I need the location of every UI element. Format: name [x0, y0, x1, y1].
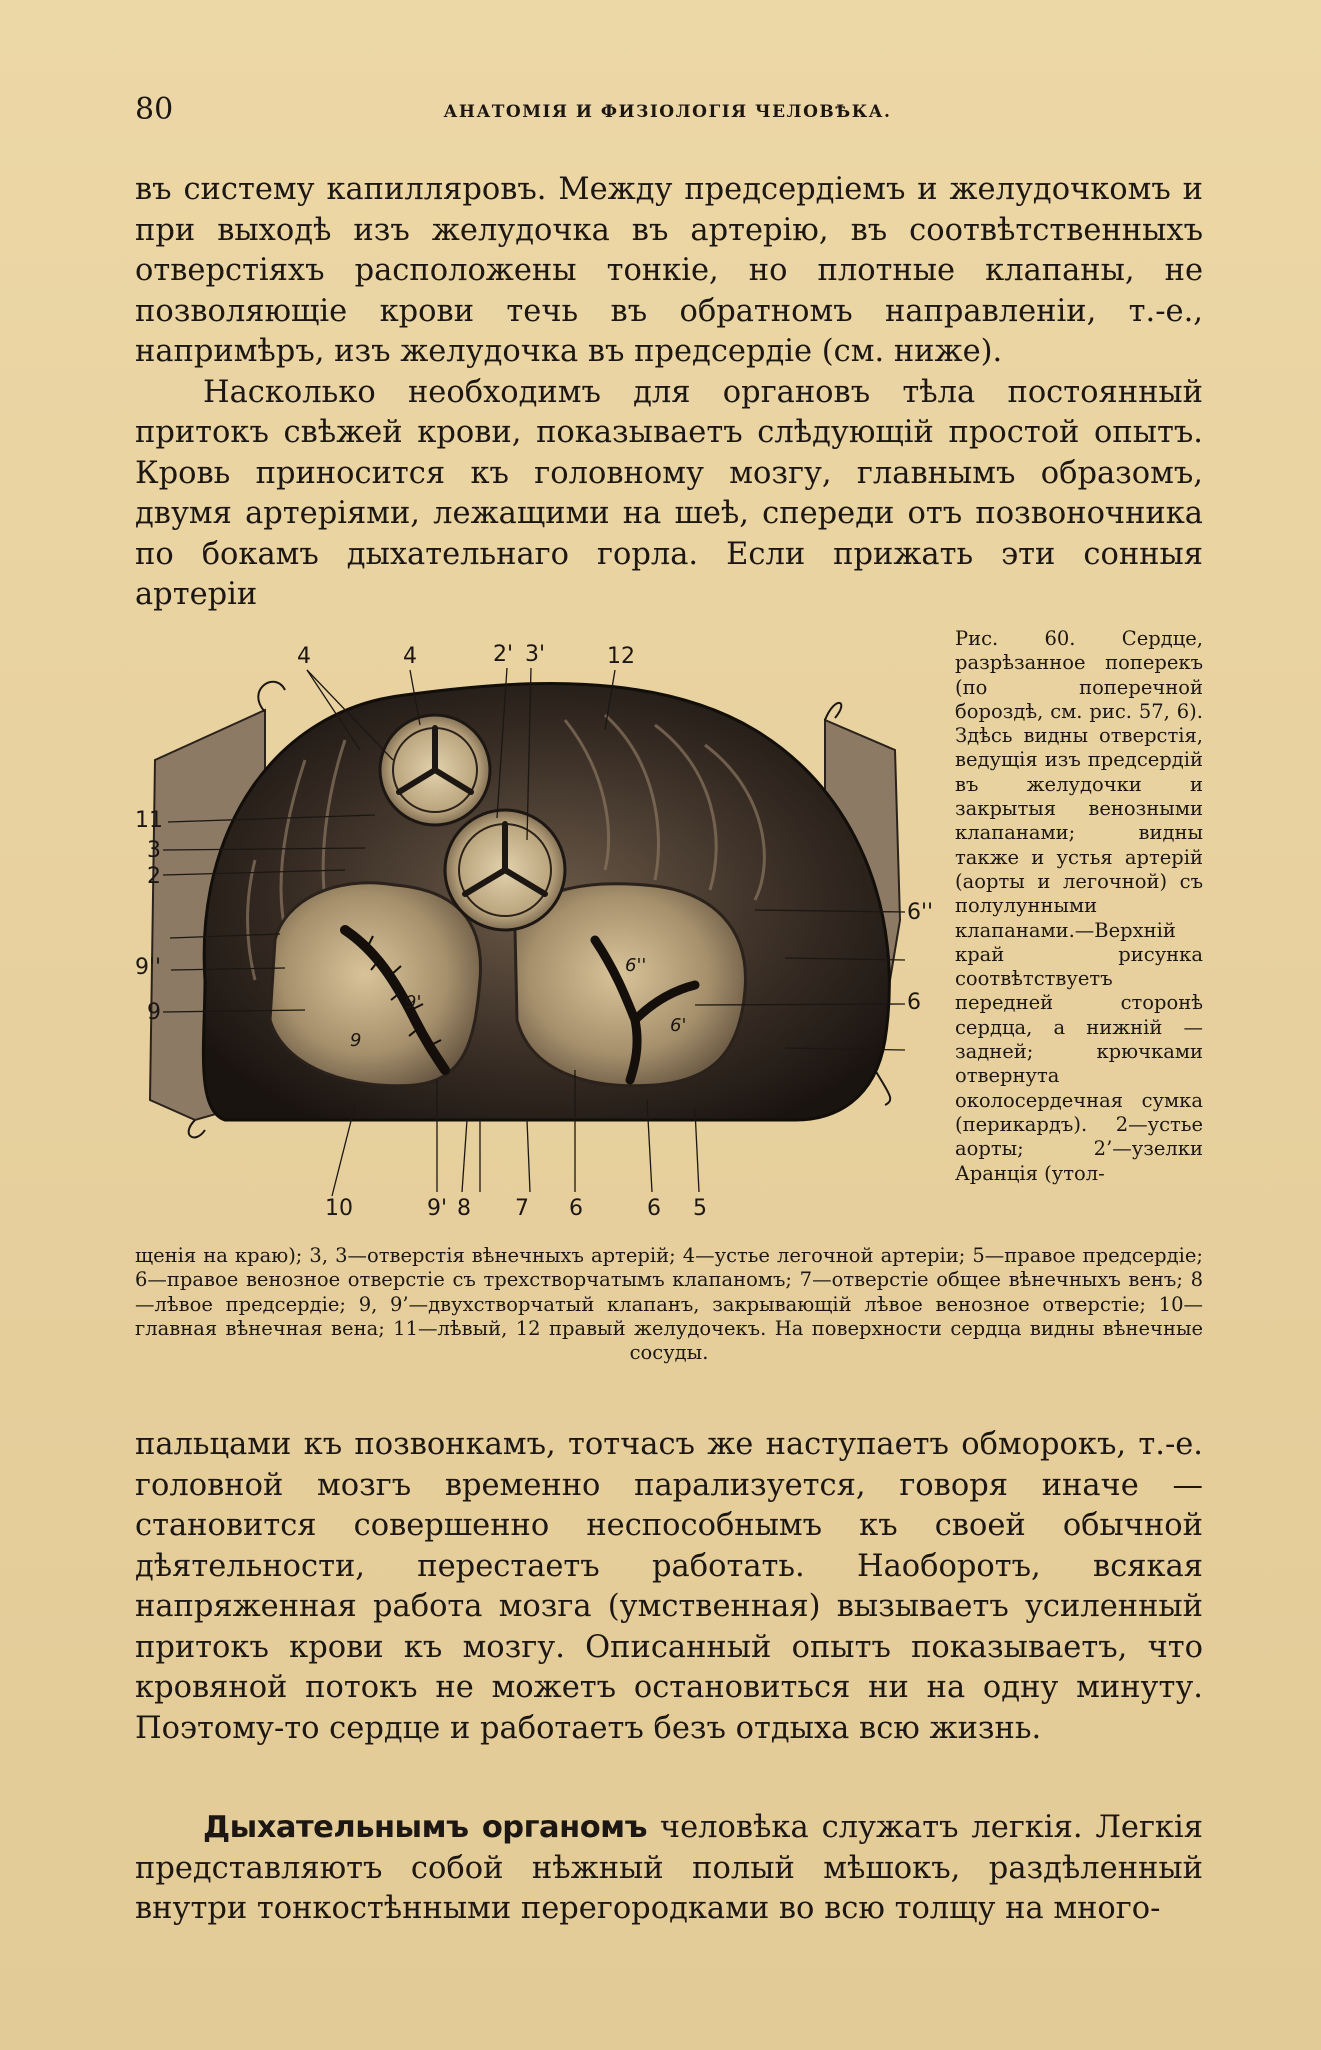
label-8: 8 — [457, 1196, 471, 1221]
paragraph-3: пальцами къ позвонкамъ, тотчасъ же наступаетъ обморокъ, т.-е. головной мозгъ временно парализуется, говоря иначе — становится совершенно неспособнымъ къ своей обычной дѣятельности, перестаетъ работать. Наоборотъ, всякая напряженная работа мозга (умственная) вызываетъ усиленный притокъ крови къ мозгу. Описанный опытъ показываетъ, что кровяной потокъ не можетъ остановиться ни на одну минуту. Поэтому-то сердце и работаетъ безъ отдыха всю жизнь. — [135, 1427, 1203, 1746]
label-5: 5 — [693, 1196, 707, 1221]
paragraph-1: въ систему капилляровъ. Между предсердіемъ и желудочкомъ и при выходѣ изъ желудочка въ артерію, въ соотвѣтственныхъ отверстіяхъ расположены тонкіе, но плотные клапаны, не позволяющіе крови течь въ обратномъ направленіи, т.-е., напримѣръ, изъ желудочка въ предсердіе (см. ниже). — [135, 172, 1203, 369]
figure-caption-bottom — [135, 1244, 1203, 1365]
label-6-bottom-a: 6 — [569, 1196, 583, 1221]
label-9prime-inner: 9' — [405, 992, 422, 1013]
paragraph-4 — [135, 1808, 1203, 1930]
label-7: 7 — [515, 1196, 529, 1221]
label-4a: 4 — [297, 644, 311, 669]
label-11: 11 — [135, 808, 163, 833]
label-12: 12 — [607, 644, 635, 669]
label-6: 6 — [907, 990, 921, 1015]
heart-cross-section-figure — [135, 600, 940, 1240]
text-block-middle — [135, 1425, 1203, 1749]
label-6prime-inner: 6' — [670, 1015, 687, 1036]
label-9-inner: 9 — [350, 1030, 362, 1051]
text-block-top — [135, 170, 1203, 616]
label-3: 3 — [147, 838, 161, 863]
label-9doubleprime: 9'' — [135, 955, 162, 980]
label-2prime: 2' — [493, 642, 514, 667]
page-number: 80 — [135, 92, 174, 127]
paragraph-4-heading: Дыхательнымъ органомъ — [203, 1810, 647, 1845]
paragraph-4-text: человѣка служатъ легкія. Легкія представляютъ собой нѣжный полый мѣшокъ, раздѣленный внутри тонкостѣнными перегородками во всю толщу на много- — [135, 1810, 1203, 1926]
page-header — [135, 92, 1200, 132]
label-9prime-bottom: 9' — [427, 1196, 448, 1221]
caption-bottom-text: щенія на краю); 3, 3—отверстія вѣнечныхъ артерій; 4—устье легочной артеріи; 5—правое предсердіе; 6—правое венозное отверстіе съ трехстворчатымъ клапаномъ; 7—отверстіе общее вѣнечныхъ венъ; 8—лѣвое предсердіе; 9, 9’—двухстворчатый клапанъ, закрывающій лѣвое венозное отверстіе; 10—главная вѣнечная вена; 11—лѣвый, 12 правый желудочекъ. На поверхности сердца видны вѣнечные сосуды. — [135, 1244, 1203, 1365]
label-6-bottom-b: 6 — [647, 1196, 661, 1221]
label-3prime: 3' — [525, 642, 546, 667]
label-10: 10 — [325, 1196, 353, 1221]
label-6doubleprime-inner: 6'' — [625, 955, 647, 976]
text-block-bottom — [135, 1808, 1203, 1930]
heart-illustration — [135, 600, 940, 1240]
label-2: 2 — [147, 864, 161, 889]
figure-caption-side — [955, 627, 1203, 1186]
running-head: АНАТОМІЯ И ФИЗІОЛОГІЯ ЧЕЛОВѢКА. — [443, 102, 892, 122]
label-4b: 4 — [403, 644, 417, 669]
caption-side-text: Рис. 60. Сердце, разрѣзанное поперекъ (по поперечной бороздѣ, см. рис. 57, 6). Здѣсь видны отверстія, ведущія изъ предсердій въ желудочки и закрытыя венозными клапанами; видны также и устья артерій (аорты и легочной) съ полулунными клапанами.—Верхній край рисунка соотвѣтствуетъ передней сторонѣ сердца, а нижній — задней; крючками отвернута околосердечная сумка (перикардъ). 2—устье аорты; 2’—узелки Аранція (утол- — [955, 627, 1203, 1185]
paragraph-2: Насколько необходимъ для органовъ тѣла постоянный притокъ свѣжей крови, показываетъ слѣдующій простой опытъ. Кровь приносится къ головному мозгу, главнымъ образомъ, двумя артеріями, лежащими на шеѣ, спереди отъ позвоночника по бокамъ дыхательнаго горла. Если прижать эти сонныя артеріи — [135, 374, 1203, 612]
label-6doubleprime: 6'' — [907, 900, 934, 925]
label-9: 9 — [147, 1000, 161, 1025]
